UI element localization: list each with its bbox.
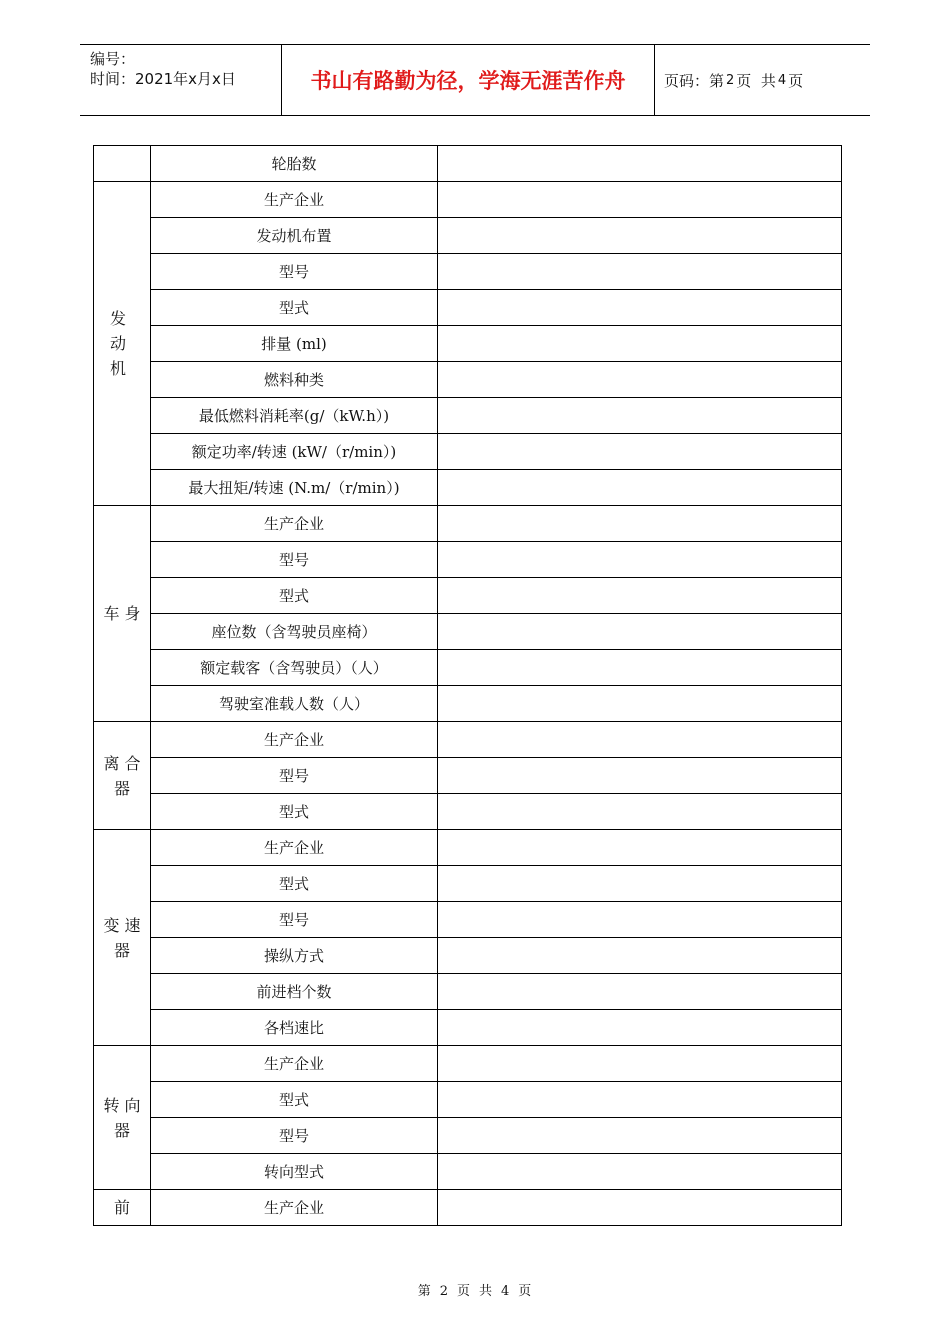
row-label: 最大扭矩/转速 (N.m/（r/min）) <box>151 470 438 506</box>
header-motto: 书山有路勤为径，学海无涯苦作舟 <box>310 69 626 93</box>
category-engine <box>94 182 151 506</box>
row-label: 发动机布置 <box>151 218 438 254</box>
row-label: 生产企业 <box>151 830 438 866</box>
table-row <box>94 974 842 1010</box>
row-label: 型式 <box>151 578 438 614</box>
category-front-label: 前 <box>113 1198 130 1217</box>
table-row <box>94 434 842 470</box>
footer-total-pages: 4 <box>501 1284 511 1299</box>
table-row <box>94 470 842 506</box>
row-label: 额定功率/转速 (kW/（r/min）) <box>151 434 438 470</box>
footer-word: 第 <box>417 1284 432 1299</box>
footer-page-number: 2 <box>439 1284 449 1299</box>
footer-word: 页 <box>456 1284 471 1299</box>
table-row <box>94 722 842 758</box>
category-steering-label: 转 向 器 <box>103 1095 141 1140</box>
row-label: 燃料种类 <box>151 362 438 398</box>
category-transmission-label: 变 速 器 <box>103 915 141 960</box>
row-label: 生产企业 <box>151 1190 438 1226</box>
row-label: 型号 <box>151 254 438 290</box>
row-label: 前进档个数 <box>151 974 438 1010</box>
row-label: 操纵方式 <box>151 938 438 974</box>
vehicle-spec-table <box>93 145 842 1226</box>
value-cell[interactable] <box>438 254 842 290</box>
value-cell[interactable] <box>438 1154 842 1190</box>
category-body-label: 车 身 <box>103 603 141 623</box>
value-cell[interactable] <box>438 938 842 974</box>
row-label-tires: 轮胎数 <box>151 146 438 182</box>
row-label: 型号 <box>151 758 438 794</box>
row-label: 型式 <box>151 866 438 902</box>
row-label: 驾驶室准载人数（人） <box>151 686 438 722</box>
category-front <box>94 1190 151 1226</box>
value-cell[interactable] <box>438 578 842 614</box>
value-cell[interactable] <box>438 866 842 902</box>
header-meta <box>90 49 280 89</box>
table-row <box>94 146 842 182</box>
value-cell[interactable] <box>438 362 842 398</box>
value-cell[interactable] <box>438 398 842 434</box>
table-row <box>94 182 842 218</box>
value-cell[interactable] <box>438 830 842 866</box>
value-cell[interactable] <box>438 290 842 326</box>
table-row <box>94 254 842 290</box>
value-cell[interactable] <box>438 146 842 182</box>
value-cell[interactable] <box>438 614 842 650</box>
row-label: 型式 <box>151 1082 438 1118</box>
table-row <box>94 1190 842 1226</box>
row-label: 生产企业 <box>151 182 438 218</box>
value-cell[interactable] <box>438 542 842 578</box>
row-label: 型号 <box>151 1118 438 1154</box>
row-label: 最低燃料消耗率(g/（kW.h）) <box>151 398 438 434</box>
row-label: 型号 <box>151 902 438 938</box>
page-header <box>80 44 870 116</box>
value-cell[interactable] <box>438 974 842 1010</box>
header-divider-right <box>654 45 655 115</box>
table-row <box>94 1154 842 1190</box>
row-label: 型式 <box>151 794 438 830</box>
value-cell[interactable] <box>438 218 842 254</box>
row-label: 生产企业 <box>151 1046 438 1082</box>
value-cell[interactable] <box>438 902 842 938</box>
table-row <box>94 218 842 254</box>
table-row <box>94 542 842 578</box>
row-label: 各档速比 <box>151 1010 438 1046</box>
table-row <box>94 794 842 830</box>
value-cell[interactable] <box>438 1190 842 1226</box>
category-clutch-label: 离 合 器 <box>103 753 141 798</box>
page-suffix: 页 <box>788 71 804 90</box>
value-cell[interactable] <box>438 1118 842 1154</box>
value-cell[interactable] <box>438 470 842 506</box>
value-cell[interactable] <box>438 182 842 218</box>
table-row <box>94 614 842 650</box>
category-clutch <box>94 722 151 830</box>
table-row <box>94 650 842 686</box>
table-row <box>94 938 842 974</box>
empty-category-cell <box>94 146 151 182</box>
value-cell[interactable] <box>438 434 842 470</box>
row-label: 额定载客（含驾驶员）（人） <box>151 650 438 686</box>
value-cell[interactable] <box>438 1046 842 1082</box>
table-row <box>94 362 842 398</box>
row-label: 型号 <box>151 542 438 578</box>
category-engine-label: 发 动 机 <box>109 309 134 378</box>
table-row <box>94 506 842 542</box>
table-row <box>94 578 842 614</box>
row-label: 转向型式 <box>151 1154 438 1190</box>
footer-word: 页 <box>518 1284 533 1299</box>
table-row <box>94 1010 842 1046</box>
footer-word: 共 <box>479 1284 494 1299</box>
page-total: 4 <box>777 72 787 88</box>
table-row <box>94 1046 842 1082</box>
row-label: 排量 (ml) <box>151 326 438 362</box>
row-label: 生产企业 <box>151 722 438 758</box>
row-label: 型式 <box>151 290 438 326</box>
page-current: 2 <box>726 72 735 88</box>
table-row <box>94 758 842 794</box>
table-row <box>94 1118 842 1154</box>
value-cell[interactable] <box>438 686 842 722</box>
value-cell[interactable] <box>438 758 842 794</box>
table-row <box>94 866 842 902</box>
document-time: 时间：2021年x月x日 <box>90 70 236 88</box>
table-row <box>94 326 842 362</box>
category-transmission <box>94 830 151 1046</box>
page-footer <box>0 1280 950 1299</box>
table-row <box>94 1082 842 1118</box>
category-steering <box>94 1046 151 1190</box>
value-cell[interactable] <box>438 326 842 362</box>
row-label: 座位数（含驾驶员座椅） <box>151 614 438 650</box>
header-page-info <box>664 45 803 115</box>
table-row <box>94 902 842 938</box>
table-row <box>94 830 842 866</box>
row-label: 生产企业 <box>151 506 438 542</box>
category-body <box>94 506 151 722</box>
value-cell[interactable] <box>438 506 842 542</box>
document-number-label: 编号： <box>90 50 136 68</box>
table-row <box>94 398 842 434</box>
value-cell[interactable] <box>438 722 842 758</box>
page-mid: 页 共 <box>736 71 776 90</box>
table-row <box>94 686 842 722</box>
value-cell[interactable] <box>438 650 842 686</box>
value-cell[interactable] <box>438 794 842 830</box>
value-cell[interactable] <box>438 1082 842 1118</box>
table-row <box>94 290 842 326</box>
value-cell[interactable] <box>438 1010 842 1046</box>
page-prefix: 页码：第 <box>664 71 725 90</box>
